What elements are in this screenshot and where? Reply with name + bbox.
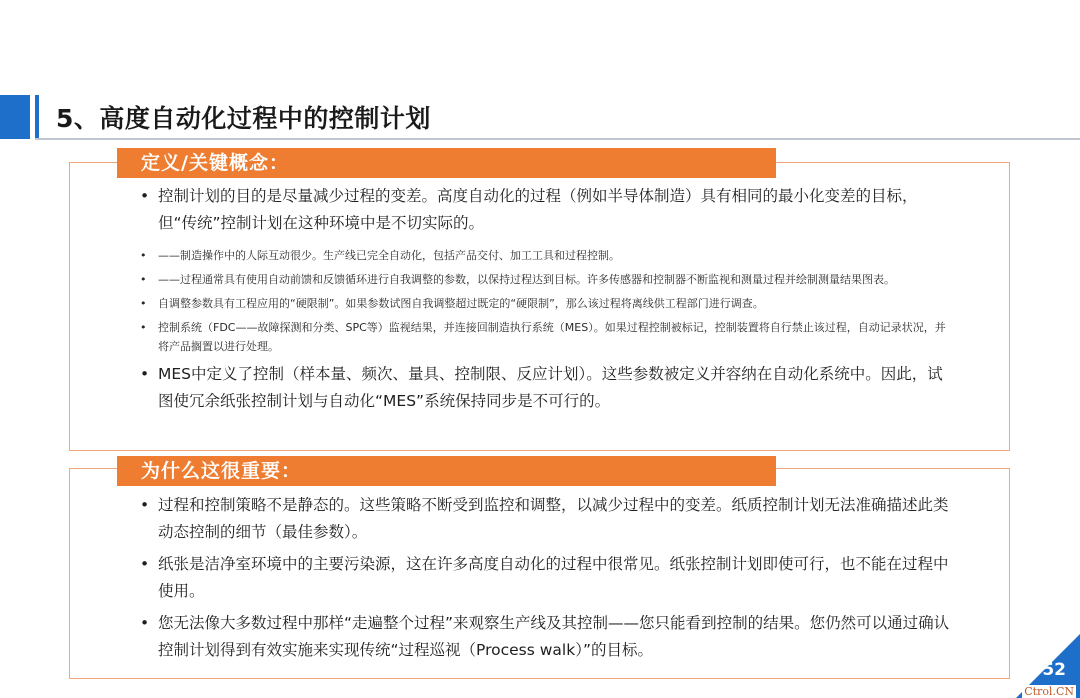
definitions-list xyxy=(140,183,950,415)
bullet-marker: • xyxy=(140,297,147,310)
definitions-header: 定义/关键概念： xyxy=(117,148,776,178)
list-item xyxy=(140,492,950,546)
bullet-marker: • xyxy=(140,555,150,573)
bullet-marker: • xyxy=(140,614,150,632)
bullet-text: 控制系统（FDC——故障探测和分类、SPC等）监视结果，并连接回制造执行系统（MES）。如果过程控制被标记，控制装置将自行禁止该过程，自动记录状况，并将产品搁置以进行处理。 xyxy=(158,321,946,353)
bullet-marker: • xyxy=(140,321,147,334)
bullet-text: 控制计划的目的是尽量减少过程的变差。高度自动化的过程（例如半导体制造）具有相同的最小化变差的目标，但“传统”控制计划在这种环境中是不切实际的。 xyxy=(158,187,918,232)
list-item xyxy=(140,246,950,265)
title-divider xyxy=(35,138,1080,140)
list-item xyxy=(140,361,950,415)
bullet-marker: • xyxy=(140,273,147,286)
watermark: Ctrol.CN xyxy=(1024,685,1074,698)
bullet-text: 自调整参数具有工程应用的“硬限制”。如果参数试图自我调整超过既定的“硬限制”，那么该过程将离线供工程部门进行调查。 xyxy=(158,297,764,310)
list-item xyxy=(140,270,950,289)
bullet-marker: • xyxy=(140,249,147,262)
list-item xyxy=(140,318,950,356)
title-accent-line xyxy=(35,95,39,139)
list-item xyxy=(140,183,950,237)
bullet-marker: • xyxy=(140,365,150,383)
bullet-marker: • xyxy=(140,187,150,205)
importance-list xyxy=(140,492,950,664)
bullet-text: 过程和控制策略不是静态的。这些策略不断受到监控和调整，以减少过程中的变差。纸质控制计划无法准确描述此类动态控制的细节（最佳参数）。 xyxy=(158,496,949,541)
list-item xyxy=(140,551,950,605)
title-accent-block xyxy=(0,95,30,139)
page-number: 52 xyxy=(1042,660,1066,680)
bullet-text: 您无法像大多数过程中那样“走遍整个过程”来观察生产线及其控制——您只能看到控制的结果。您仍然可以通过确认控制计划得到有效实施来实现传统“过程巡视（Process walk）”的目标。 xyxy=(158,614,950,659)
bullet-text: 纸张是洁净室环境中的主要污染源，这在许多高度自动化的过程中很常见。纸张控制计划即使可行，也不能在过程中使用。 xyxy=(158,555,949,600)
page-title: 5、高度自动化过程中的控制计划 xyxy=(56,104,431,133)
list-item xyxy=(140,294,950,313)
bullet-text: ——过程通常具有使用自动前馈和反馈循环进行自我调整的参数，以保持过程达到目标。许多传感器和控制器不断监视和测量过程并绘制测量结果图表。 xyxy=(158,273,895,286)
bullet-text: MES中定义了控制（样本量、频次、量具、控制限、反应计划）。这些参数被定义并容纳在自动化系统中。因此，试图使冗余纸张控制计划与自动化“MES”系统保持同步是不可行的。 xyxy=(158,365,943,410)
importance-header: 为什么这很重要： xyxy=(117,456,776,486)
bullet-marker: • xyxy=(140,496,150,514)
list-item xyxy=(140,610,950,664)
bullet-text: ——制造操作中的人际互动很少。生产线已完全自动化，包括产品交付、加工工具和过程控制。 xyxy=(158,249,620,262)
